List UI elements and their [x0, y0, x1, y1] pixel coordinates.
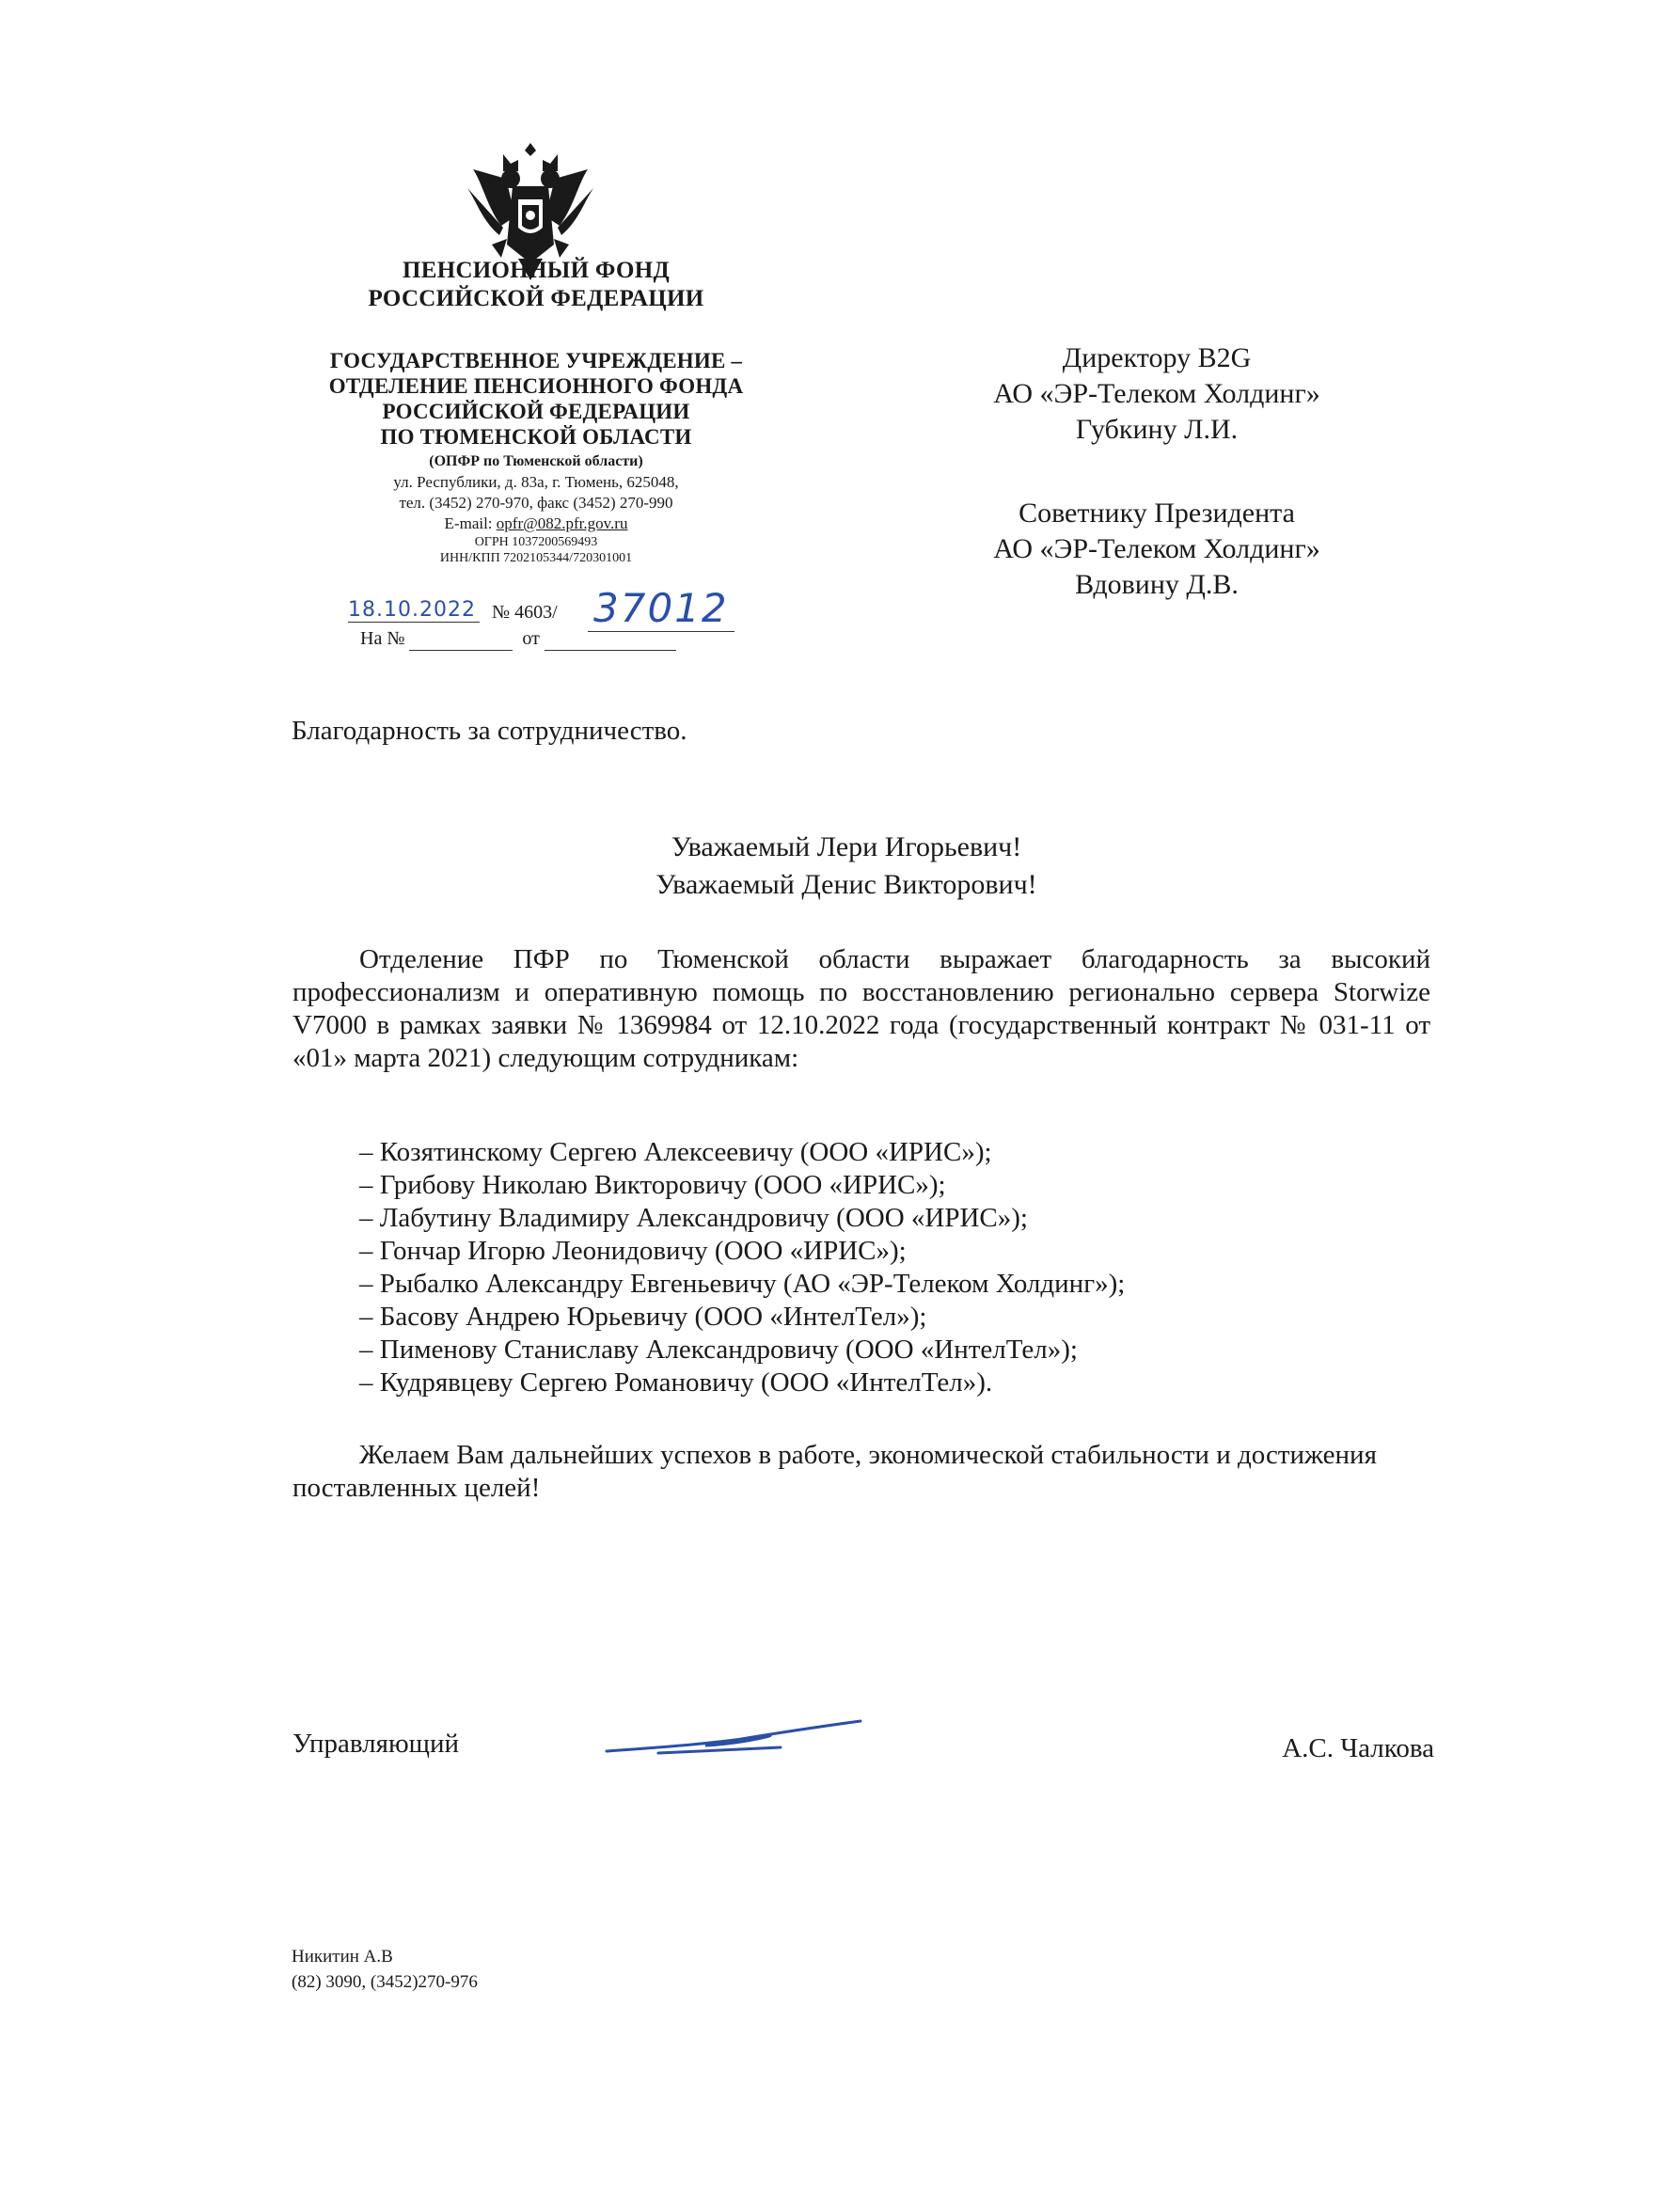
department-line: РОССИЙСКОЙ ФЕДЕРАЦИИ	[382, 400, 690, 423]
department-line: ПО ТЮМЕНСКОЙ ОБЛАСТИ	[380, 425, 692, 449]
letter-greeting	[564, 829, 1129, 904]
sender-ogrn: ОГРН 1037200569493	[474, 535, 598, 549]
letter-subject: Благодарность за сотрудничество.	[292, 716, 687, 746]
recipient-line: Советнику Президента	[1019, 498, 1295, 529]
employee-list-item: – Козятинскому Сергею Алексеевичу (ООО «ИРИС»);	[359, 1137, 992, 1167]
employee-list-item: – Грибову Николаю Викторовичу (ООО «ИРИС»);	[359, 1170, 946, 1200]
greeting-line: Уважаемый Лери Игорьевич!	[671, 831, 1022, 862]
reference-line	[360, 628, 676, 651]
recipient-1	[903, 340, 1411, 448]
letter-closing: Желаем Вам дальнейших успехов в работе, экономической стабильности и достижения поставленных целей!	[292, 1440, 1377, 1503]
department-line: ГОСУДАРСТВЕННОЕ УЧРЕЖДЕНИЕ –	[329, 349, 743, 372]
sender-org-name	[282, 257, 790, 313]
executor-name: Никитин А.В	[292, 1947, 393, 1967]
greeting-line: Уважаемый Денис Викторович!	[655, 869, 1037, 900]
employee-list-item: – Пименову Станиславу Александровичу (ООО «ИнтелТел»);	[359, 1335, 1078, 1365]
employee-list-item: – Гончар Игорю Леонидовичу (ООО «ИРИС»);	[359, 1236, 907, 1266]
executor-info	[292, 1944, 478, 1995]
recipient-line: Директору B2G	[1062, 342, 1252, 373]
reference-number-label: На №	[360, 628, 405, 649]
registration-number-label: № 4603/	[492, 602, 558, 623]
department-line: ОТДЕЛЕНИЕ ПЕНСИОННОГО ФОНДА	[328, 374, 744, 398]
employee-list-item: – Кудрявцеву Сергею Романовичу (ООО «ИнтелТел»).	[359, 1367, 993, 1398]
employee-list-item: – Лабутину Владимиру Александровичу (ООО «ИРИС»);	[359, 1203, 1028, 1233]
employee-list-item: – Рыбалко Александру Евгеньевичу (АО «ЭР-Телеком Холдинг»);	[359, 1269, 1126, 1299]
employee-list	[359, 1136, 1441, 1399]
recipient-line: АО «ЭР-Телеком Холдинг»	[993, 533, 1320, 564]
sender-inn: ИНН/КПП 7202105344/720301001	[439, 551, 633, 565]
sender-phones: тел. (3452) 270-970, факс (3452) 270-990	[399, 494, 673, 512]
employee-list-item: – Басову Андрею Юрьевичу (ООО «ИнтелТел»);	[359, 1302, 927, 1332]
sender-email-line	[282, 514, 790, 534]
letter-main-paragraph: Отделение ПФР по Тюменской области выражает благодарность за высокий профессионализм и оперативную помощь по восстановлению регионально сервера Storwize V7000 в рамках заявки № 1369984 от 12.10.2022 года (государственный контракт № 031-11 от «01» марта 2021) следующим сотрудникам:	[292, 944, 1430, 1073]
sender-address: ул. Республики, д. 83а, г. Тюмень, 625048,	[393, 473, 679, 491]
registration-number-handwritten: 37012	[588, 585, 734, 632]
sender-org-line: ПЕНСИОННЫЙ ФОНД	[402, 258, 671, 283]
reference-date-blank	[545, 628, 676, 651]
sender-org-line: РОССИЙСКОЙ ФЕДЕРАЦИИ	[368, 286, 704, 311]
email-label: E-mail:	[444, 514, 497, 532]
sender-email-link[interactable]: opfr@082.pfr.gov.ru	[496, 514, 628, 532]
recipient-line: АО «ЭР-Телеком Холдинг»	[993, 378, 1320, 409]
registration-date: 18.10.2022	[348, 598, 480, 623]
signatory-title: Управляющий	[292, 1729, 460, 1759]
handwritten-signature	[602, 1710, 865, 1766]
recipient-line: Губкину Л.И.	[1075, 414, 1239, 445]
reference-date-label: от	[522, 628, 540, 649]
recipient-line: Вдовину Д.В.	[1075, 569, 1239, 600]
recipient-2	[903, 496, 1411, 603]
signatory-name: А.С. Чалкова	[1282, 1733, 1434, 1763]
department-short-name: (ОПФР по Тюменской области)	[429, 453, 643, 469]
sender-department	[282, 348, 790, 566]
executor-phone: (82) 3090, (3452)270-976	[292, 1972, 478, 1992]
reference-number-blank	[409, 628, 513, 651]
